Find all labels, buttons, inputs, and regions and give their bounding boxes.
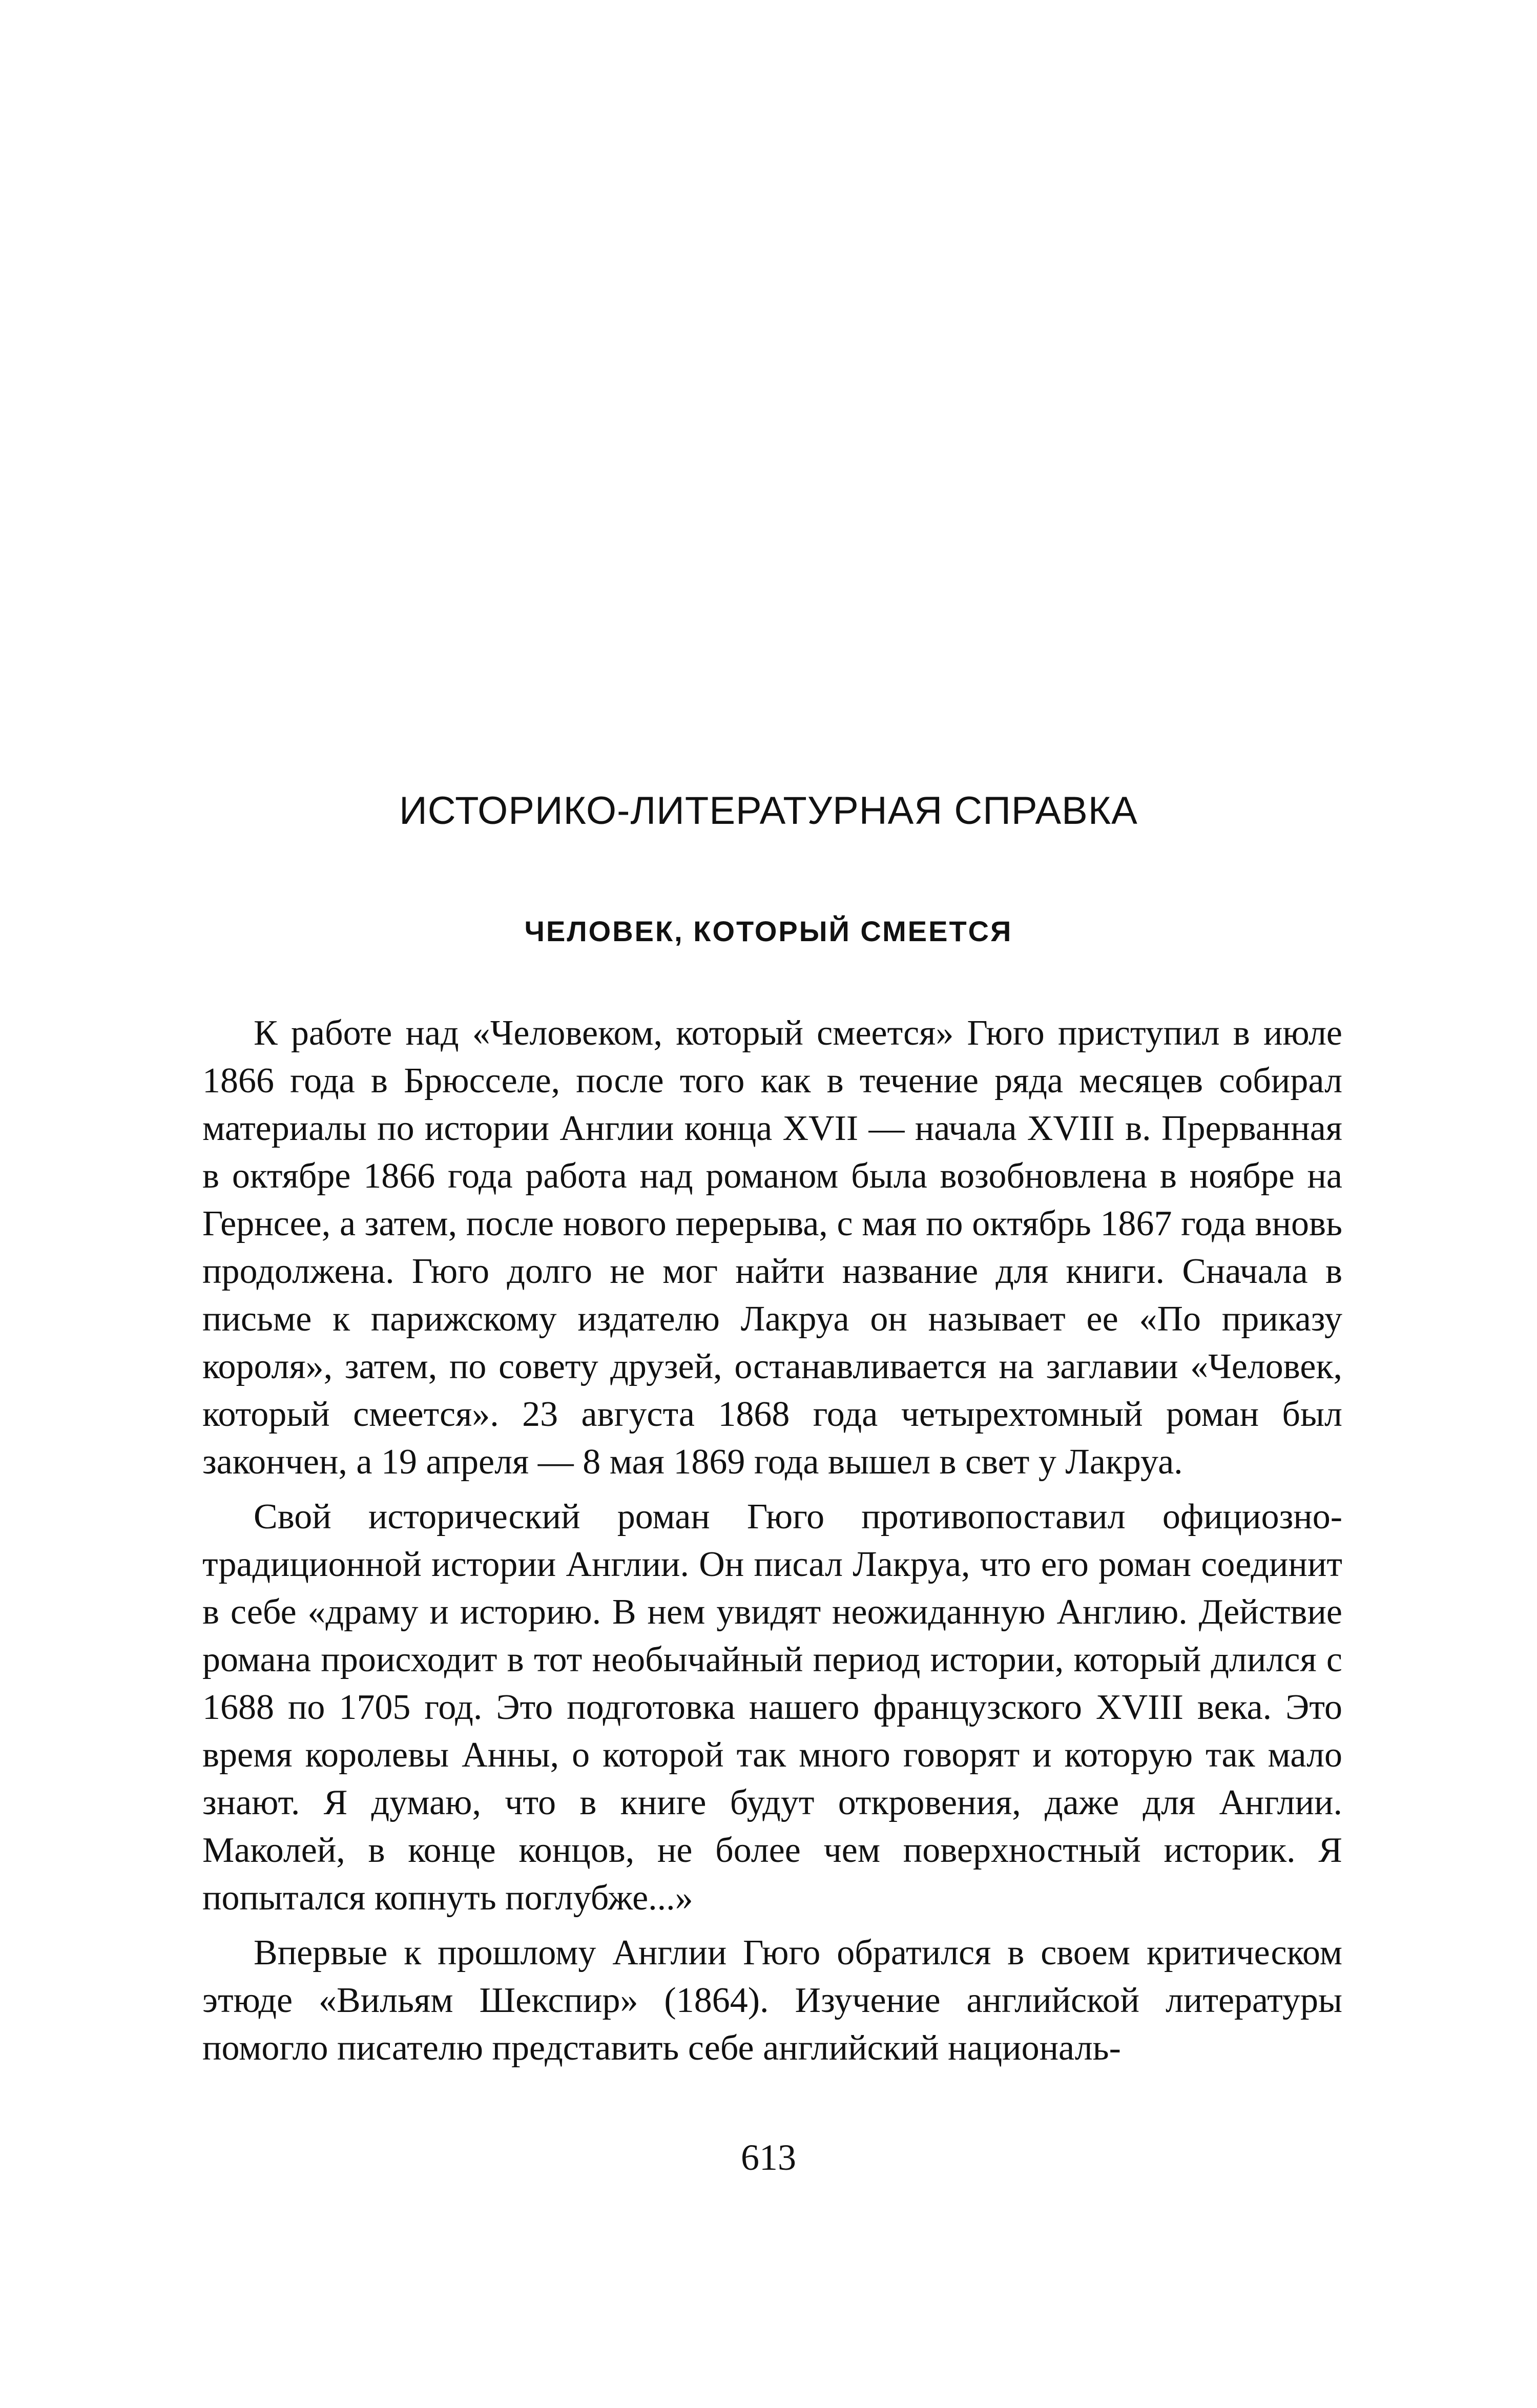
section-title: ИСТОРИКО-ЛИТЕРАТУРНАЯ СПРАВКА (399, 789, 1138, 833)
paragraph: Свой исторический роман Гюго противопоставил официозно-традиционной истории Англии. Он писал Лакруа, что его роман соединит в себе «драму и историю. В нем увидят неожиданную Англию. Действие романа происходит в тот необычайный период истории, который длился с 1688 по 1705 год. Это подготовка нашего французского XVIII века. Это время королевы Анны, о которой так много говорят и которую так мало знают. Я думаю, что в книге будут откровения, даже для Англии. Маколей, в конце концов, не более чем поверхностный историк. Я попытался копнуть поглубже...» (202, 1497, 1342, 1918)
page-number: 613 (741, 2137, 796, 2178)
body-text (202, 1009, 1342, 2079)
work-title: ЧЕЛОВЕК, КОТОРЫЙ СМЕЕТСЯ (524, 915, 1013, 947)
paragraph: Впервые к прошлому Англии Гюго обратился в своем критическом этюде «Вильям Шекспир» (1864). Изучение английской литературы помогло писателю представить себе английский националь- (202, 1933, 1342, 2068)
paragraph: К работе над «Человеком, который смеется» Гюго приступил в июле 1866 года в Брюсселе, после того как в течение ряда месяцев собирал материалы по истории Англии конца XVII — начала XVIII в. Прерванная в октябре 1866 года работа над романом была возобновлена в ноябре на Гернсее, а затем, после нового перерыва, с мая по октябрь 1867 года вновь продолжена. Гюго долго не мог найти название для книги. Сначала в письме к парижскому издателю Лакруа он называет ее «По приказу короля», затем, по совету друзей, останавливается на заглавии «Человек, который смеется». 23 августа 1868 года четырехтомный роман был закончен, а 19 апреля — 8 мая 1869 года вышел в свет у Лакруа. (202, 1013, 1342, 1482)
